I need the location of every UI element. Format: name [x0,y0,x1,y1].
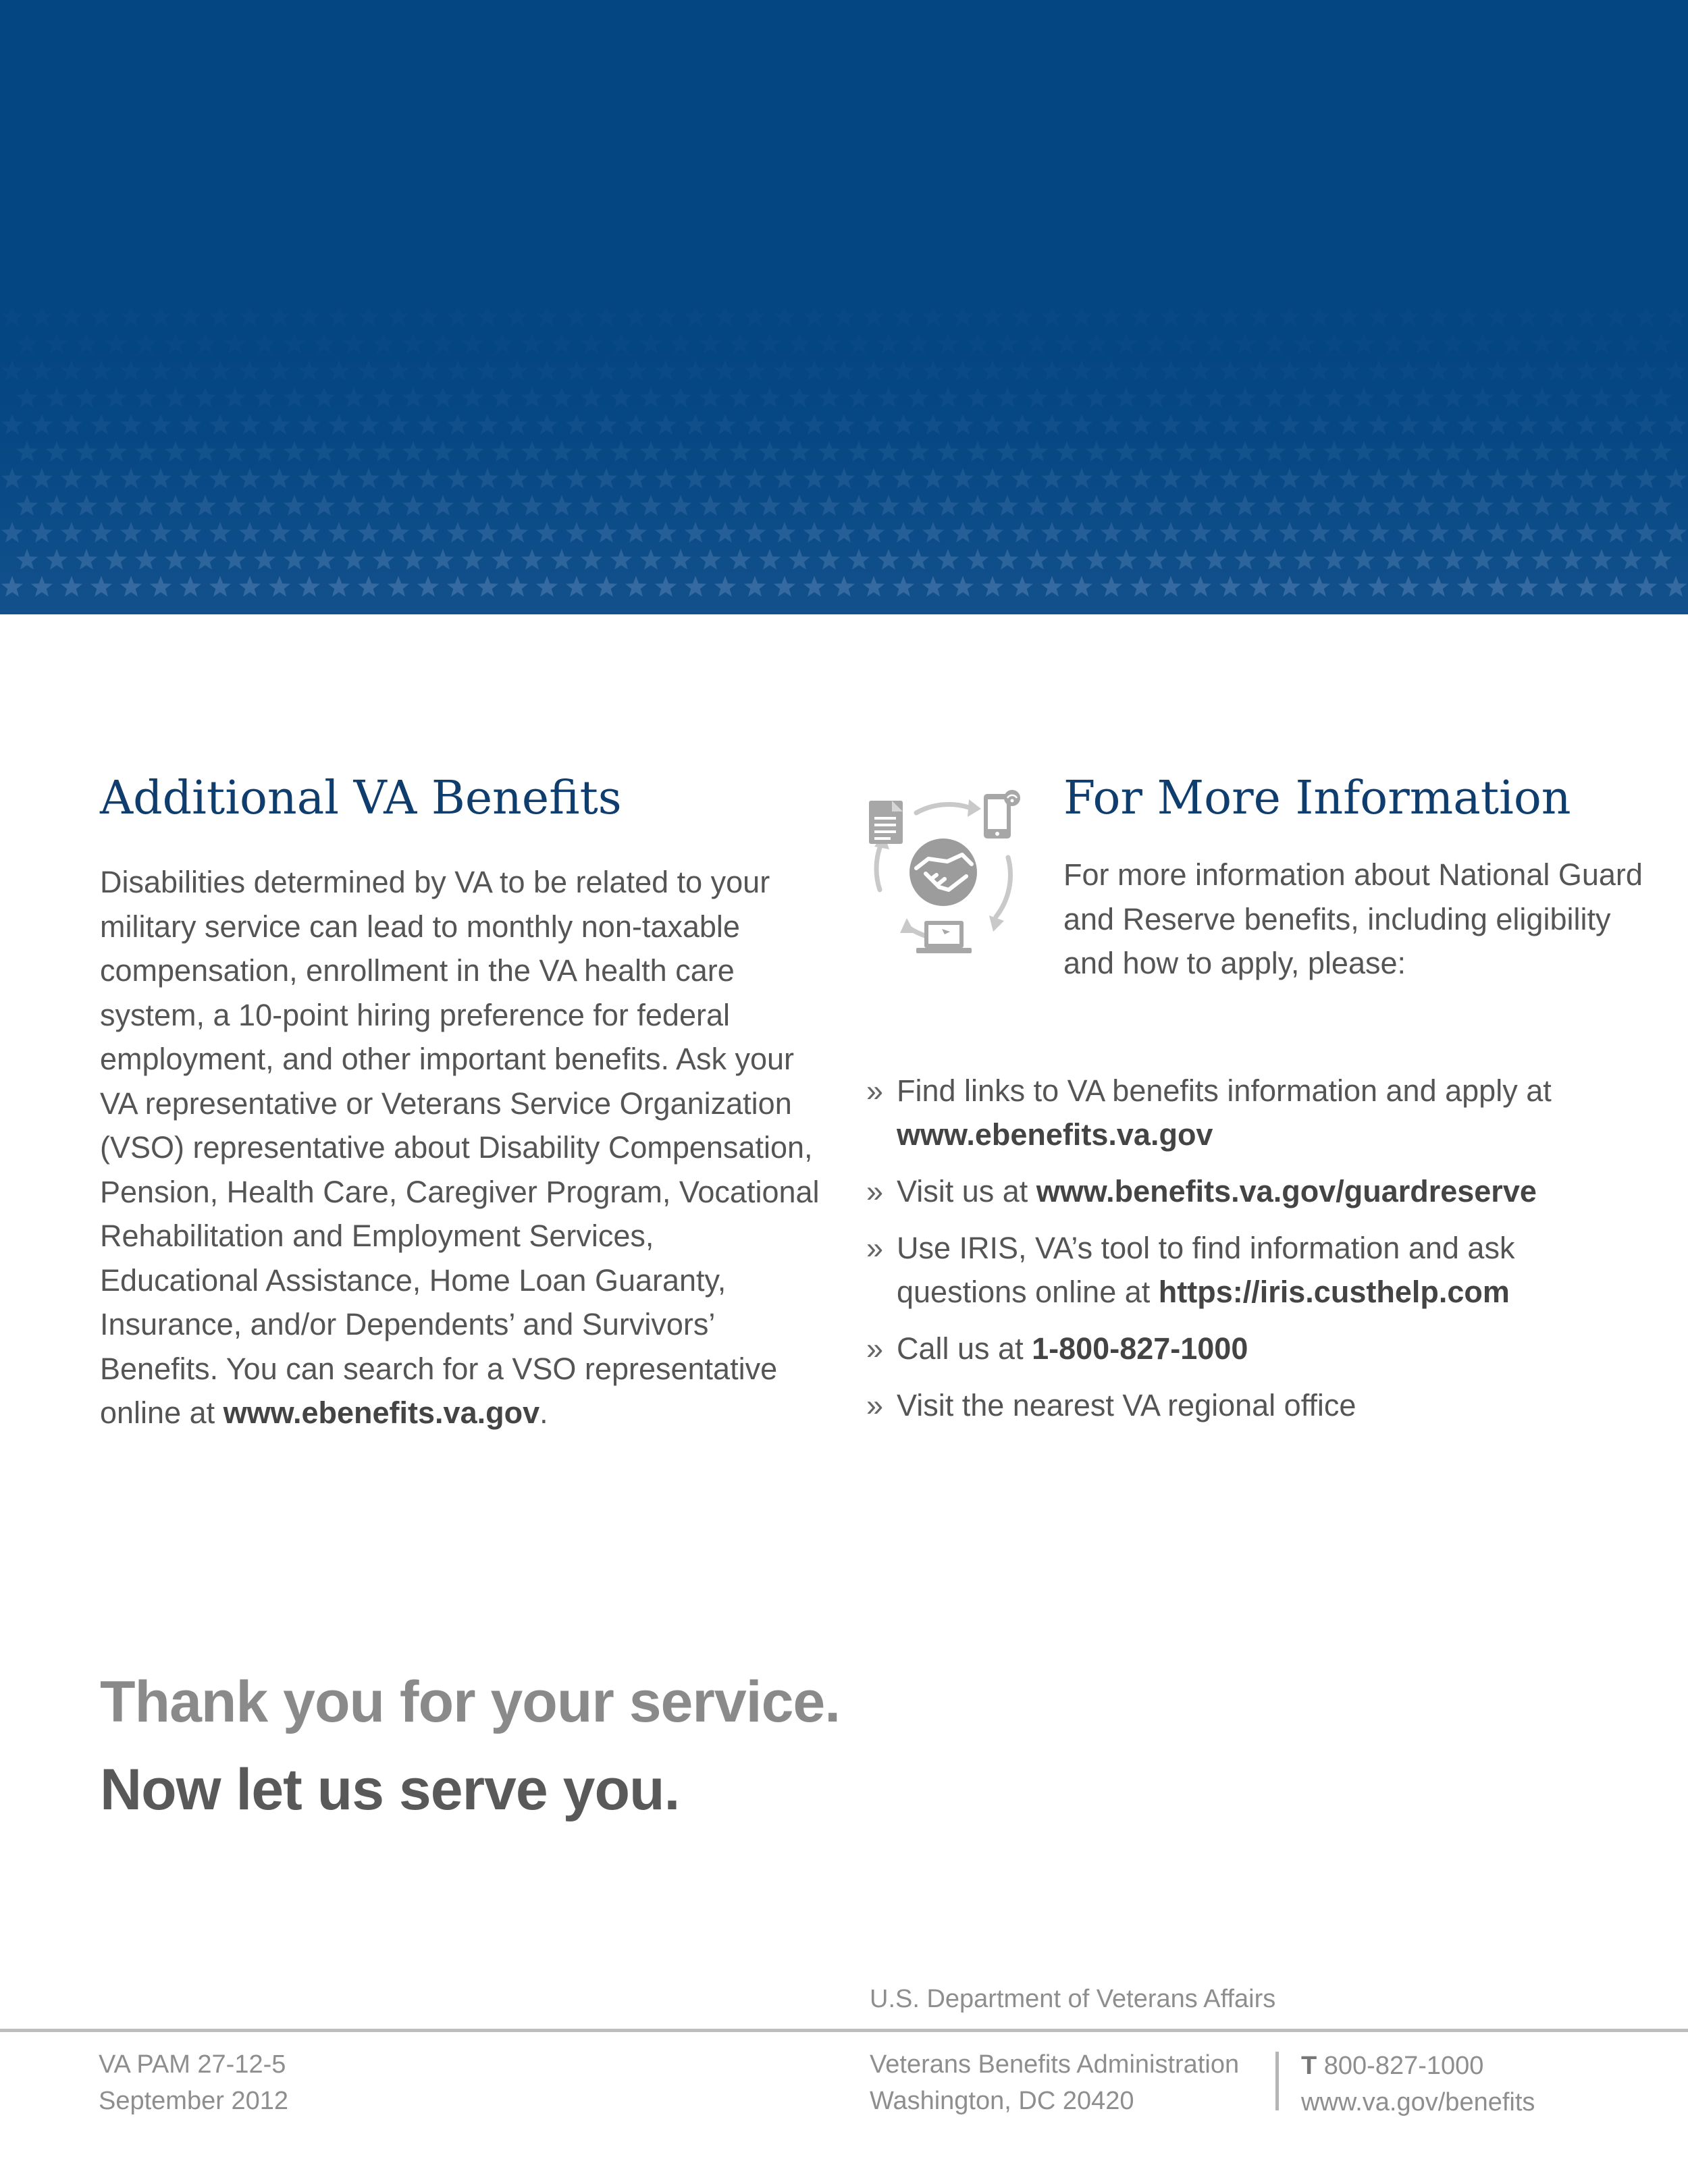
iris-link[interactable]: https://iris.custhelp.com [1158,1275,1510,1309]
publication-date: September 2012 [99,2087,288,2115]
list-item: » Visit us at www.benefits.va.gov/guardreserve [866,1169,1650,1213]
pam-number: VA PAM 27-12-5 [99,2050,286,2079]
bullet-icon: » [866,1174,884,1208]
star-pattern [0,0,1688,614]
footer-phone-number[interactable]: 800-827-1000 [1323,2052,1484,2080]
footer-divider [0,2029,1688,2032]
list-item: » Call us at 1-800-827-1000 [866,1327,1650,1370]
footer-vertical-divider [1275,2052,1279,2110]
additional-benefits-text: Disabilities determined by VA to be related to your military service can lead to monthly non-taxable compensation, enrollment in the VA health care system, a 10-point hiring preference for federal employment, and other important benefits. Ask your VA representative or Veterans Service Organization (VSO) representative about Disability Compensation, Pension, Health Care, Caregiver Program, Vocational Rehabilitation and Employment Services, Educational Assistance, Home Loan Guaranty, Insurance, and/or Dependents’ and Survivors’ Benefits. You can search for a VSO representative online at [100,865,820,1430]
bullet-icon: » [866,1388,884,1422]
ebenefits-link[interactable]: www.ebenefits.va.gov [223,1395,540,1430]
vba-address: Washington, DC 20420 [870,2087,1134,2115]
vba-name: Veterans Benefits Administration [870,2050,1240,2079]
department-name: U.S. Department of Veterans Affairs [870,1985,1276,2013]
header-banner [0,0,1688,614]
phone-label: T [1301,2052,1317,2080]
footer-website[interactable]: www.va.gov/benefits [1301,2088,1535,2116]
phone-link[interactable]: 1-800-827-1000 [1032,1331,1248,1366]
more-info-title: For More Information [1063,772,1571,825]
footer-phone [1301,2048,1483,2084]
additional-benefits-body: Disabilities determined by VA to be related to your military service can lead to monthly non-taxable compensation, enrollment in the VA health care system, a 10-point hiring preference for federal employment, and other important benefits. Ask your VA representative or Veterans Service Organization (VSO) representative about Disability Compensation, Pension, Health Care, Caregiver Program, Vocational Rehabilitation and Employment Services, Educational Assistance, Home Loan Guaranty, Insurance, and/or Dependents’ and Survivors’ Benefits. You can search for a VSO representative online at www.ebenefits.va.gov. [100,865,820,1430]
bullet-icon: » [866,1231,884,1265]
tagline-line-2: Now let us serve you. [100,1757,680,1822]
tagline-line-1: Thank you for your service. [100,1670,841,1734]
bullet-icon: » [866,1331,884,1366]
more-info-list [866,1069,1650,1440]
list-item: » Find links to VA benefits information and apply at www.ebenefits.va.gov [866,1069,1650,1156]
bullet-icon: » [866,1073,884,1108]
list-item: » Visit the nearest VA regional office [866,1383,1650,1427]
guardreserve-link[interactable]: www.benefits.va.gov/guardreserve [1036,1174,1537,1208]
list-item: » Use IRIS, VA’s tool to find information and ask questions online at https://iris.custhelp.com [866,1226,1650,1314]
handshake-cycle-icon [861,789,1036,956]
more-info-intro: For more information about National Guard and Reserve benefits, including eligibility and how to apply, please: [1063,857,1643,980]
additional-benefits-title: Additional VA Benefits [100,772,622,825]
ebenefits-link-2[interactable]: www.ebenefits.va.gov [897,1117,1213,1152]
